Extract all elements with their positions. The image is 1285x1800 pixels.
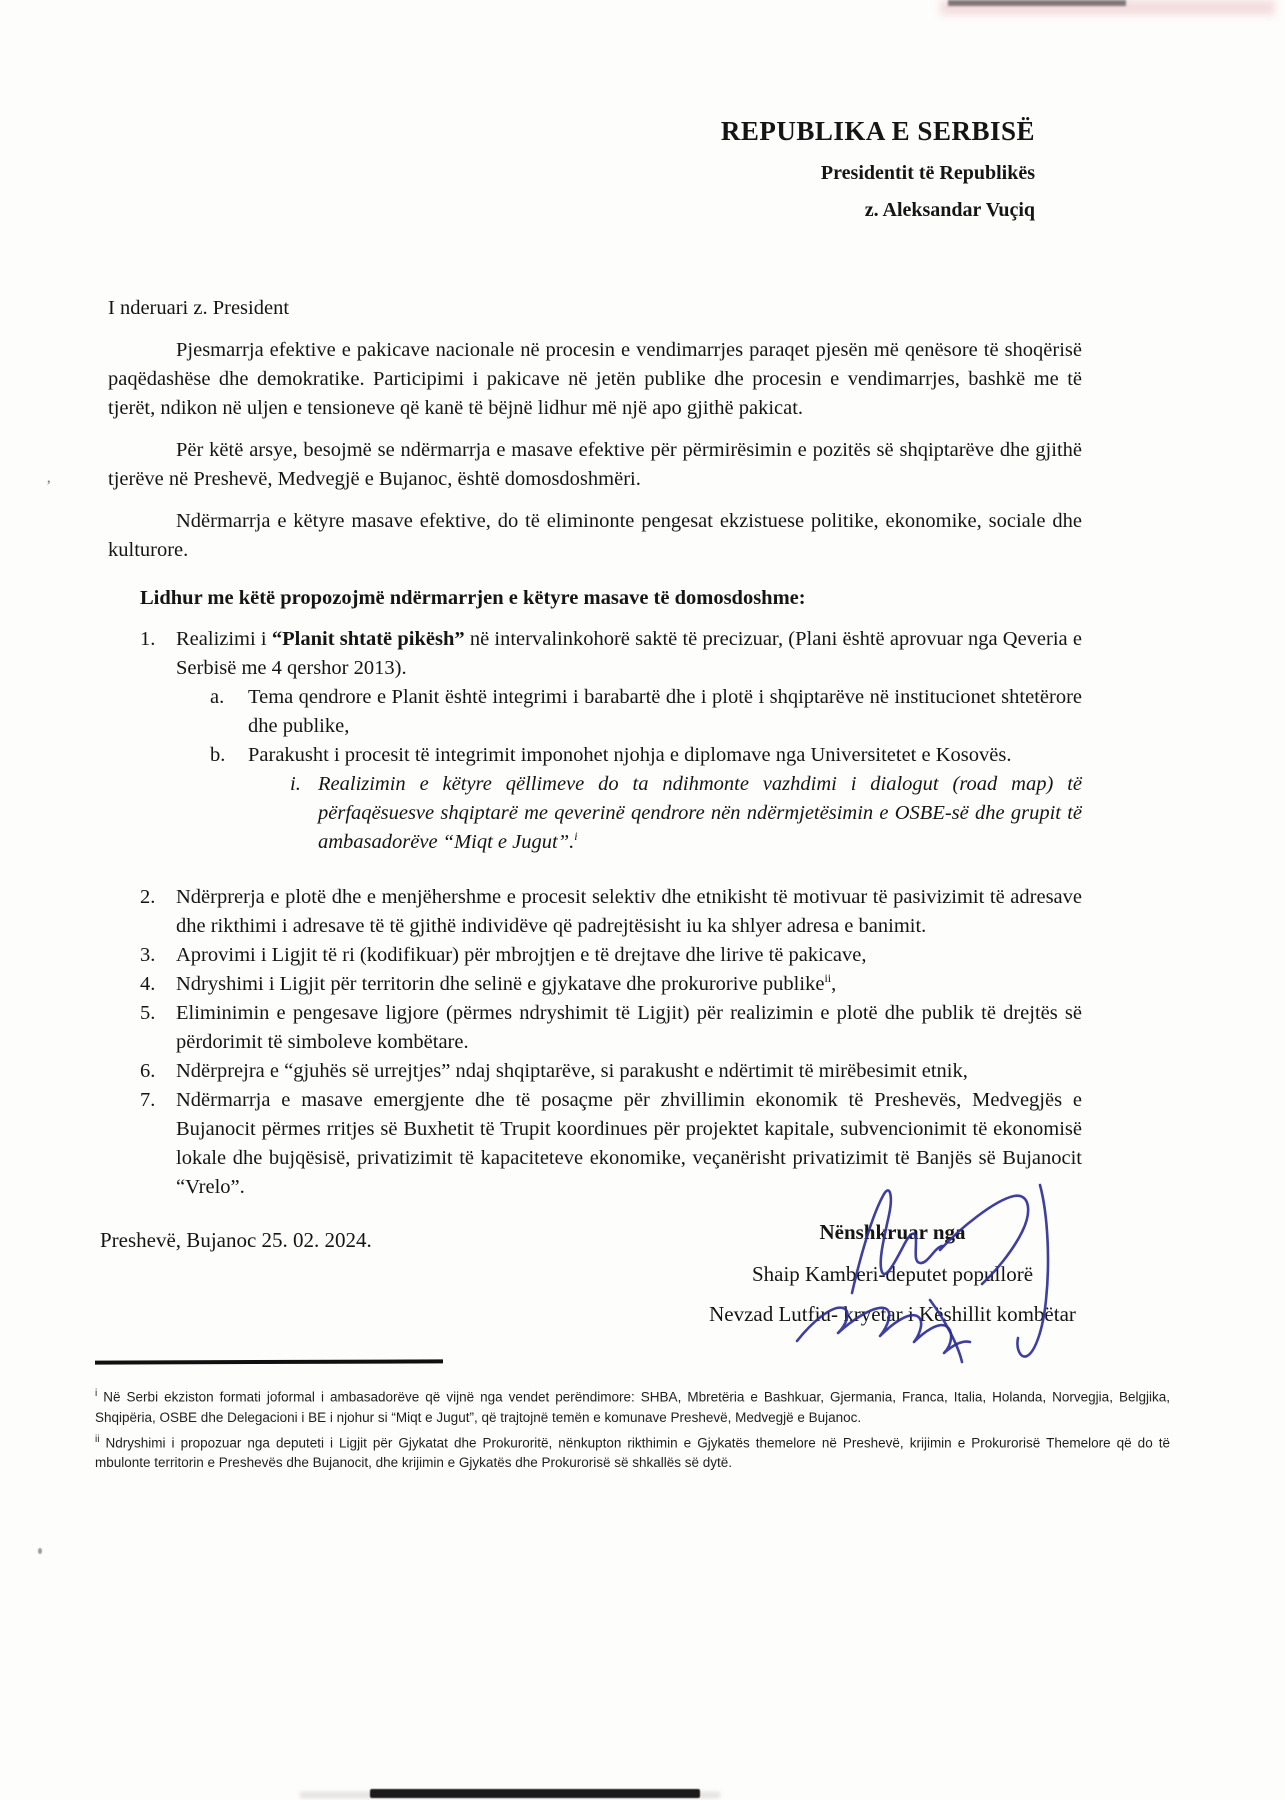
footnotes — [95, 1384, 1170, 1475]
signature-label: Nënshkruar nga — [819, 1220, 966, 1244]
scan-speck-bottom-left — [38, 1548, 42, 1554]
scan-strip-top — [948, 0, 1126, 6]
item-number: 5. — [140, 1002, 156, 1024]
item-text: Ndërprerja e plotë dhe e menjëhershme e procesit selektiv dhe etnikisht të motivuar të pasivizimit të adresave dhe rikthimi i adresave të të gjithë individëve që padrejtësisht iu ka shlyer adresa e banimit. — [176, 886, 1082, 937]
item-number: a. — [210, 686, 225, 708]
paragraph-2: Për këtë arsye, besojmë se ndërmarrja e masave efektive për përmirësimin e pozitës së shqiptarëve dhe gjithë tjerëve në Preshevë, Medvegjë e Bujanoc, është domosdoshmëri. — [108, 439, 1082, 490]
item-text-body: Realizimin e këtyre qëllimeve do ta ndihmonte vazhdimi i dialogut (road map) të përfaqësuesve shqiptarë me qeverinë qendrore nën ndërmjetësimin e OSBE-së dhe grupit të ambasadorëve “Miqt e Jugut”. — [318, 773, 1082, 853]
item-text-bold: “Planit shtatë pikësh” — [271, 628, 465, 650]
item-number: 6. — [140, 1060, 156, 1082]
measures-heading: Lidhur me këtë propozojmë ndërmarrjen e këtyre masave të domosdoshme: — [140, 587, 806, 609]
item-text — [318, 770, 1082, 857]
item-text: Aprovimi i Ligjit të ri (kodifikuar) për mbrojtjen e të drejtave dhe lirive të pakicave, — [176, 944, 867, 966]
measure-item-1b — [108, 741, 1082, 770]
item-number: 1. — [140, 628, 156, 650]
footnote-ref-ii: ii — [824, 971, 832, 986]
footnote-1 — [95, 1384, 1170, 1428]
signer-1-name: Shaip Kamberi-deputet popullorë — [751, 1262, 1034, 1286]
item-number: i. — [290, 773, 301, 795]
item-text — [176, 625, 1082, 683]
document-title: REPUBLIKA E SERBISË — [720, 116, 1035, 146]
recipient-office: Presidentit të Republikës — [820, 162, 1035, 184]
footnote-1-text: Në Serbi ekziston formati joformal i ambasadorëve që vijnë nga vendet perëndimore: SHBA, Mbretëria e Bashkuar, Gjermania, Franca, Italia, Holanda, Norvegjia, Belgjika, Shqipëria, OSBE dhe Delegacioni i BE i njohur si “Miqt e Jugut”, që trajtojnë temën e komunave Preshevë, Medvegjë e Bujanoc. — [95, 1389, 1170, 1425]
item-number: 7. — [140, 1089, 156, 1111]
measure-item-1a — [108, 683, 1082, 741]
measure-item-4 — [108, 970, 1082, 999]
footnote-2-marker: ii — [95, 1433, 100, 1445]
scan-speck-left: ’ — [46, 478, 52, 495]
item-text: Eliminimin e pengesave ligjore (përmes ndryshimit të Ligjit) për realizimin e plotë dhe publik të drejtës së përdorimit të simboleve kombëtare. — [176, 1002, 1082, 1053]
footnote-1-marker: i — [95, 1388, 98, 1399]
item-text-body: Ndryshimi i Ligjit për territorin dhe selinë e gjykatave dhe prokurorive publike — [176, 973, 825, 995]
measure-item-7 — [108, 1086, 1082, 1202]
letter-header — [400, 116, 1035, 222]
paragraph-1: Pjesmarrja efektive e pakicave nacionale në procesin e vendimarrjes paraqet pjesën më qenësore të shoqërisë paqëdashëse dhe demokratike. Participimi i pakicave në jetën publike dhe procesin e vendimarrjes, bashkë me të tjerët, ndikon në uljen e tensioneve që kanë të bëjnë lidhur më një apo gjithë pakicat. — [108, 339, 1082, 419]
item-number: 4. — [140, 973, 156, 995]
item-number: 2. — [140, 886, 156, 908]
measure-item-2 — [108, 883, 1082, 941]
scan-bar-bottom — [370, 1789, 700, 1798]
item-text: Parakusht i procesit të integrimit imponohet njohja e diplomave nga Universitetet e Kosovës. — [248, 744, 1012, 766]
signer-2-name: Nevzad Lutfiu- kryetar i Këshillit kombëtar — [709, 1302, 1076, 1326]
footnote-ref-i: i — [574, 829, 578, 844]
footnote-separator — [95, 1359, 443, 1364]
measure-item-6 — [108, 1057, 1082, 1086]
paragraph-3: Ndërmarrja e këtyre masave efektive, do të eliminonte pengesat ekzistuese politike, ekonomike, sociale dhe kulturore. — [108, 510, 1082, 561]
item-text-pre: Realizimi i — [176, 628, 272, 650]
measure-item-1b-i — [108, 770, 1082, 857]
item-number: 3. — [140, 944, 156, 966]
measure-item-3 — [108, 941, 1082, 970]
recipient-name: z. Aleksandar Vuçiq — [864, 199, 1035, 221]
item-text-post: në intervalinkohorë saktë të precizuar, (Plani është aprovuar nga Qeveria e Serbisë me 4 qershor 2013). — [176, 628, 1082, 679]
item-text: Ndërprejra e “gjuhës së urrejtjes” ndaj shqiptarëve, si parakusht e ndërtimit të mirëbesimit etnik, — [176, 1060, 968, 1082]
item-text — [176, 970, 1082, 999]
footnote-2-text: Ndryshimi i propozuar nga deputeti i Ligjit për Gjykatat dhe Prokuroritë, nënkupton rikthimin e Gjykatës themelore në Preshevë, krijimin e Prokurorisë Themelore që do të mbulonte territorin e Preshevës dhe Bujanocit, dhe krijimin e Gjykatës dhe Prokurorisë së shkallës së dytë. — [95, 1435, 1170, 1470]
footnote-2 — [95, 1430, 1170, 1474]
signature-block — [610, 1220, 1175, 1327]
item-text: Ndërmarrja e masave emergjente dhe të posaçme për zhvillimin ekonomik të Preshevës, Medvegjës e Bujanocit përmes rritjes së Buxhetit të Trupit koordinues për projektet kapitale, subvencionimit të ekonomisë lokale dhe bujqësisë, privatizimit të kapaciteteve ekonomike, veçanërisht privatizimit të Banjës së Bujanocit “Vrelo”. — [176, 1089, 1082, 1198]
item-text-post: , — [831, 973, 837, 995]
salutation: I nderuari z. President — [108, 297, 290, 319]
dateline: Preshevë, Bujanoc 25. 02. 2024. — [100, 1228, 372, 1252]
measure-item-5 — [108, 999, 1082, 1057]
item-text: Tema qendrore e Planit është integrimi i barabartë dhe i plotë i shqiptarëve në institucionet shtetërore dhe publike, — [248, 686, 1082, 737]
measure-item-1 — [108, 625, 1082, 683]
letter-body — [108, 294, 1082, 1202]
measures-list — [108, 625, 1082, 1202]
item-number: b. — [210, 744, 226, 766]
